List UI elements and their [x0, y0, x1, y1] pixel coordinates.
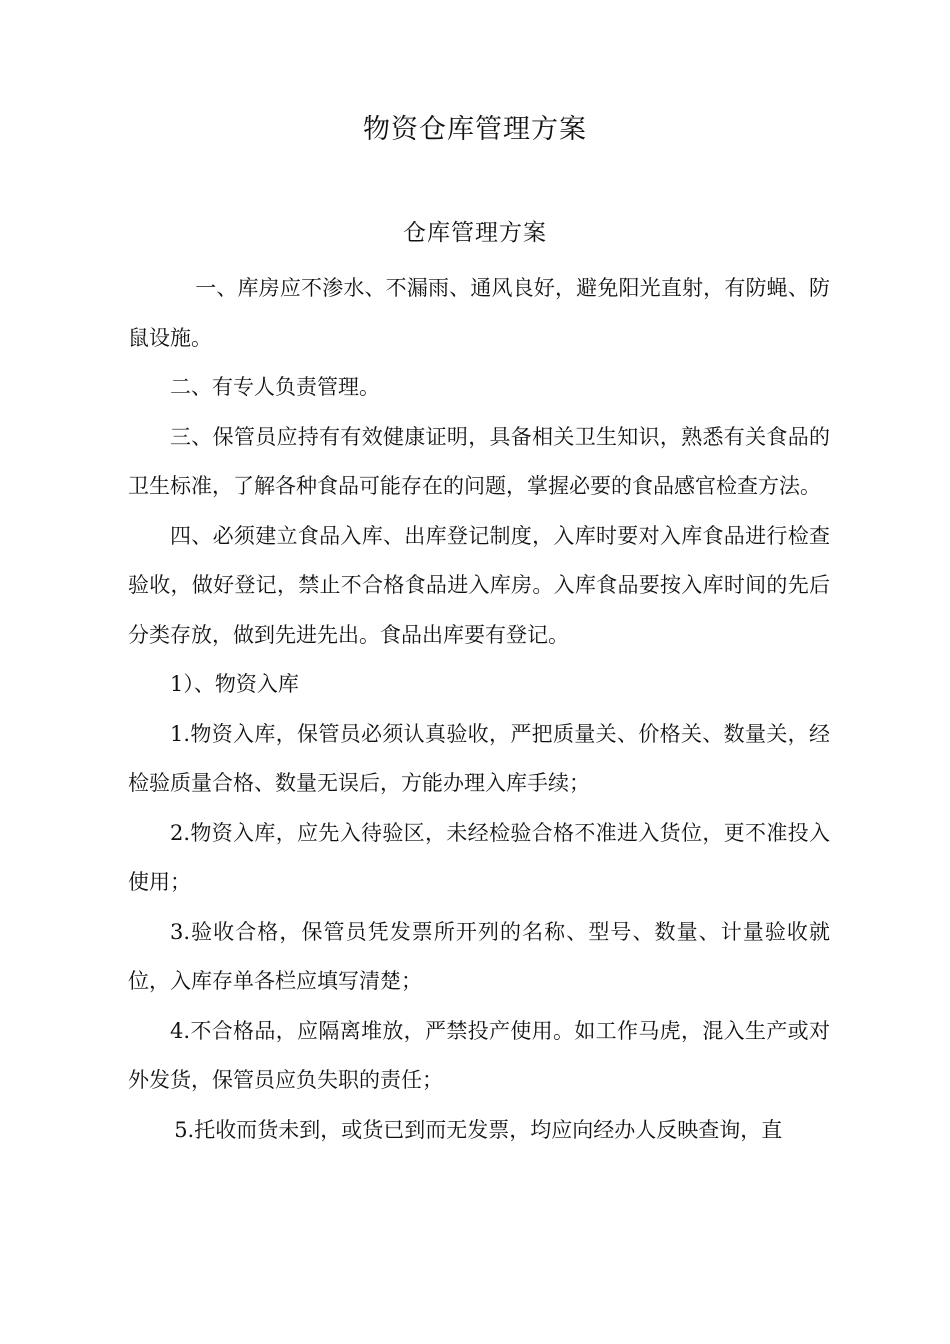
document-title: 物资仓库管理方案 — [363, 114, 587, 145]
paragraph-item-2: 2.物资入库，应先入待验区，未经检验合格不准进入货位，更不准投入使用； — [128, 820, 830, 894]
paragraph-item-4: 4.不合格品，应隔离堆放，严禁投产使用。如工作马虎，混入生产或对外发货，保管员应负失职的责任； — [128, 1018, 830, 1092]
section-title: 仓库管理方案 — [403, 220, 547, 246]
paragraph-3: 三、保管员应持有有效健康证明，具备相关卫生知识，熟悉有关食品的卫生标准，了解各种食品可能存在的问题，掌握必要的食品感官检查方法。 — [128, 424, 830, 498]
paragraph-4: 四、必须建立食品入库、出库登记制度，入库时要对入库食品进行检查验收，做好登记，禁止不合格食品进入库房。入库食品要按入库时间的先后分类存放，做到先进先出。食品出库要有登记。 — [128, 523, 830, 647]
paragraph-item-3: 3.验收合格，保管员凭发票所开列的名称、型号、数量、计量验收就位，入库存单各栏应填写清楚； — [128, 919, 830, 993]
paragraph-item-5: 5.托收而货未到，或货已到而无发票，均应向经办人反映查询，直 — [174, 1117, 783, 1142]
paragraph-1: 一、库房应不渗水、不漏雨、通风良好，避免阳光直射，有防蝇、防鼠设施。 — [128, 276, 830, 350]
subheading-inbound: 1）、物资入库 — [170, 672, 299, 696]
paragraph-item-1: 1.物资入库，保管员必须认真验收，严把质量关、价格关、数量关，经检验质量合格、数量无误后，方能办理入库手续； — [128, 721, 830, 795]
document-body — [128, 264, 830, 1155]
paragraph-2: 二、有专人负责管理。 — [170, 375, 380, 399]
